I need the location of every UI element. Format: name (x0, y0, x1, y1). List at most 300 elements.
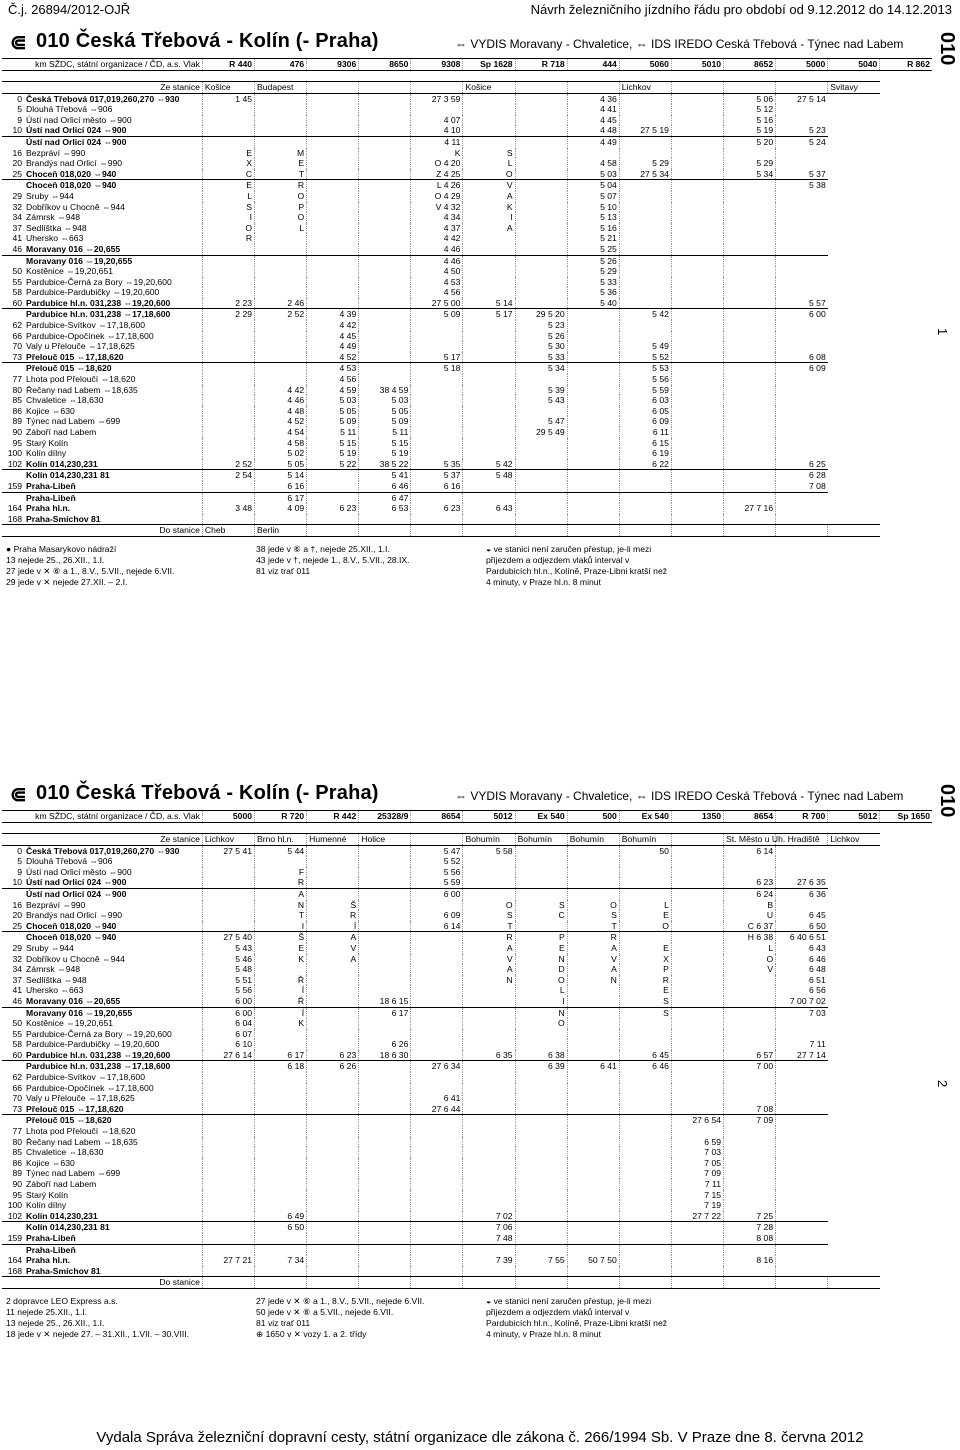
time-cell: 6 23 (724, 877, 776, 888)
time-cell (776, 223, 828, 234)
station-name: Praha-Libeň (24, 492, 202, 503)
km-value: 32 (12, 953, 23, 964)
time-cell (411, 1050, 463, 1061)
time-cell: 6 41 (411, 1093, 463, 1104)
station-row (2, 309, 932, 320)
time-cell: 6 14 (411, 921, 463, 932)
destination-station (202, 1277, 254, 1289)
time-cell (567, 406, 619, 417)
time-cell: 5 51 (202, 975, 254, 986)
footnote-column (6, 1296, 189, 1340)
station-row (2, 481, 932, 492)
time-cell: O (567, 900, 619, 911)
time-cell (776, 856, 828, 867)
time-cell (307, 964, 359, 975)
time-cell (359, 1083, 411, 1094)
time-cell (411, 1115, 463, 1126)
time-cell (411, 374, 463, 385)
destination-station (828, 525, 880, 537)
time-cell: 7 19 (671, 1200, 723, 1211)
km-value: 60 (12, 297, 23, 308)
time-cell (776, 1190, 828, 1201)
time-cell (359, 320, 411, 331)
time-cell (619, 277, 671, 288)
time-cell (671, 1039, 723, 1050)
station-row (2, 514, 932, 525)
time-cell (307, 1115, 359, 1126)
origin-station (515, 82, 567, 94)
time-cell: V (724, 964, 776, 975)
time-cell (359, 1190, 411, 1201)
time-cell (255, 115, 307, 126)
time-cell (567, 877, 619, 888)
time-cell (515, 1211, 567, 1222)
time-cell (567, 1168, 619, 1179)
km-value: 41 (12, 985, 23, 996)
time-cell (202, 104, 254, 115)
time-cell: 6 00 (776, 309, 828, 320)
time-cell (567, 1266, 619, 1277)
km-value (2, 932, 24, 943)
km-value (2, 136, 24, 147)
origin-station: Svitavy (828, 82, 880, 94)
time-cell (671, 374, 723, 385)
time-cell (463, 1104, 515, 1115)
time-cell (776, 341, 828, 352)
time-cell (567, 996, 619, 1007)
time-cell (463, 1018, 515, 1029)
time-cell (776, 900, 828, 911)
time-cell (515, 1072, 567, 1083)
time-cell: 5 44 (255, 845, 307, 856)
time-cell (724, 191, 776, 202)
station-row (2, 1029, 932, 1040)
time-cell (255, 1244, 307, 1255)
station-row (2, 136, 932, 147)
time-cell (671, 492, 723, 503)
time-cell: 6 23 (307, 503, 359, 514)
time-cell (255, 856, 307, 867)
station-name: Chvaletice ⇔18,630 (26, 395, 104, 406)
km-value: 9 (17, 114, 23, 125)
station-name: Kojice ⇔630 (26, 1157, 75, 1168)
time-cell: 6 50 (255, 1222, 307, 1233)
destination-station (359, 1277, 411, 1289)
km-value (2, 309, 24, 320)
time-cell (515, 438, 567, 449)
time-cell (463, 1007, 515, 1018)
time-cell: 7 28 (724, 1222, 776, 1233)
time-cell (671, 115, 723, 126)
station-name: Moravany 016 ⇔19,20,655 (24, 255, 202, 266)
route-title: 010 Česká Třebová - Kolín (- Praha) (36, 782, 379, 804)
time-cell: 27 5 34 (619, 169, 671, 180)
time-cell (463, 125, 515, 136)
destination-row (2, 525, 932, 537)
station-row (2, 427, 932, 438)
time-cell (411, 996, 463, 1007)
time-cell (307, 996, 359, 1007)
time-cell: 6 25 (776, 459, 828, 470)
time-cell (307, 1233, 359, 1244)
time-cell: 6 39 (515, 1061, 567, 1072)
time-cell (619, 255, 671, 266)
km-value: 58 (12, 1039, 23, 1050)
destination-station (671, 525, 723, 537)
time-cell: 5 43 (515, 395, 567, 406)
time-cell: 5 03 (567, 169, 619, 180)
time-cell (463, 1168, 515, 1179)
km-value: 90 (12, 1179, 23, 1189)
time-cell (307, 985, 359, 996)
time-cell (671, 427, 723, 438)
time-cell: 5 40 (567, 298, 619, 309)
time-cell (567, 1093, 619, 1104)
km-value: 16 (12, 899, 23, 910)
time-cell (202, 888, 254, 899)
time-cell (724, 1072, 776, 1083)
destination-station (515, 525, 567, 537)
time-cell (202, 492, 254, 503)
time-cell: Z 4 25 (411, 169, 463, 180)
time-cell (411, 1083, 463, 1094)
page-number: 1 (935, 328, 950, 336)
time-cell: 29 5 20 (515, 309, 567, 320)
time-cell: 7 48 (463, 1233, 515, 1244)
time-cell: 4 45 (567, 115, 619, 126)
time-cell (724, 395, 776, 406)
time-cell (619, 298, 671, 309)
page-number: 2 (935, 1080, 950, 1088)
time-cell (359, 363, 411, 374)
time-cell (411, 1147, 463, 1158)
time-cell (671, 125, 723, 136)
time-cell (776, 287, 828, 298)
km-value: 32 (12, 201, 23, 212)
station-name: Choceň 018,020 ⇔940 (26, 920, 117, 931)
station-row (2, 1168, 932, 1179)
time-cell (724, 266, 776, 277)
destination-station (671, 1277, 723, 1289)
station-row (2, 975, 932, 986)
time-cell (724, 1083, 776, 1094)
time-cell (255, 320, 307, 331)
time-cell: L (202, 191, 254, 202)
destination-row (2, 1277, 932, 1289)
destination-station (776, 1277, 828, 1289)
km-value: 60 (12, 1049, 23, 1060)
time-cell (359, 212, 411, 223)
document-title: Návrh železničního jízdního řádu pro období od 9.12.2012 do 14.12.2013 (530, 2, 952, 17)
time-cell: S (515, 900, 567, 911)
station-row (2, 244, 932, 255)
time-cell (255, 136, 307, 147)
time-cell (463, 331, 515, 342)
train-number-row (2, 811, 932, 823)
time-cell (567, 448, 619, 459)
time-cell (567, 856, 619, 867)
time-cell (411, 954, 463, 965)
footnotes (6, 1296, 946, 1356)
time-cell: 6 04 (202, 1018, 254, 1029)
destination-station (567, 1277, 619, 1289)
station-name: Přelouč 015 ⇔17,18,620 (26, 1103, 124, 1114)
time-cell (463, 1083, 515, 1094)
time-cell: 6 50 (776, 921, 828, 932)
station-name: Brandýs nad Orlicí ⇔990 (26, 158, 123, 169)
km-value: 86 (12, 1157, 23, 1168)
time-cell: V (463, 180, 515, 191)
time-cell (671, 1244, 723, 1255)
train-number: 500 (567, 811, 619, 823)
time-cell (307, 470, 359, 481)
station-row (2, 459, 932, 470)
time-cell (671, 888, 723, 899)
time-cell (411, 1266, 463, 1277)
route-info: ⇔ VYDIS Moravany - Chvaletice, ⇔ IDS IREDO Ceská Třebová - Týnec nad Labem (455, 37, 904, 51)
time-cell (359, 115, 411, 126)
time-cell (411, 932, 463, 943)
time-cell (724, 255, 776, 266)
origin-station: Bohumín (463, 834, 515, 846)
station-name: Praha-Libeň (24, 1244, 202, 1255)
time-cell: E (202, 148, 254, 159)
time-cell (567, 1222, 619, 1233)
km-value: 164 (7, 503, 23, 514)
time-cell: 29 5 49 (515, 427, 567, 438)
time-cell (515, 1233, 567, 1244)
time-cell (359, 352, 411, 363)
time-cell (724, 1039, 776, 1050)
time-cell: 6 45 (776, 910, 828, 921)
km-value: 164 (7, 1255, 23, 1266)
time-cell (359, 932, 411, 943)
station-row (2, 158, 932, 169)
time-cell (202, 363, 254, 374)
time-cell (307, 223, 359, 234)
time-cell (515, 845, 567, 856)
time-cell (619, 212, 671, 223)
time-cell: K (255, 1018, 307, 1029)
time-cell: O (463, 169, 515, 180)
footnote: 4 minuty, v Praze hl.n. 8 minut (486, 1329, 601, 1339)
footnote: 38 jede v ⑥ a †, nejede 25.XII., 1.I. (256, 544, 390, 554)
time-cell: 7 55 (515, 1255, 567, 1266)
time-cell (411, 514, 463, 525)
footnote: 4 minuty, v Praze hl.n. 8 minut (486, 577, 601, 587)
time-cell (359, 1222, 411, 1233)
station-row (2, 1093, 932, 1104)
destination-station (307, 525, 359, 537)
km-value: 95 (12, 1189, 23, 1200)
time-cell (619, 1039, 671, 1050)
time-cell: 4 42 (307, 320, 359, 331)
km-value: 62 (12, 1072, 23, 1083)
time-cell (359, 1137, 411, 1148)
time-cell (671, 1050, 723, 1061)
time-cell (202, 1137, 254, 1148)
time-cell: 5 49 (619, 341, 671, 352)
time-cell (463, 266, 515, 277)
km-value (2, 1244, 24, 1255)
km-value: 50 (12, 266, 23, 277)
time-cell (463, 514, 515, 525)
time-cell: 4 48 (255, 406, 307, 417)
time-cell (307, 233, 359, 244)
time-cell (671, 1072, 723, 1083)
time-cell (567, 1083, 619, 1094)
station-name: Kostěnice ⇔19,20,651 (26, 1018, 113, 1029)
time-cell: 5 03 (359, 395, 411, 406)
time-cell (776, 233, 828, 244)
station-row (2, 1233, 932, 1244)
time-cell (307, 148, 359, 159)
footnote: Pardubicích hl.n., Kolíně, Praze-Libni kratší než (486, 566, 668, 576)
time-cell (255, 277, 307, 288)
time-cell (359, 867, 411, 878)
station-name: Pardubice-Pardubičky ⇔19,20,600 (26, 1039, 160, 1050)
station-name: Zámrsk ⇔948 (26, 964, 81, 975)
station-name: Bezpráví ⇔990 (26, 899, 86, 910)
time-cell: 5 17 (463, 309, 515, 320)
time-cell (724, 223, 776, 234)
train-number: R 718 (515, 59, 567, 71)
time-cell (359, 1093, 411, 1104)
footnote: 27 jede v ✕ ⑥ a 1., 8.V., 5.VII., nejede 6.VII. (256, 1296, 425, 1306)
time-cell (776, 1168, 828, 1179)
time-cell (776, 438, 828, 449)
km-value: 73 (12, 351, 23, 362)
time-cell (619, 136, 671, 147)
footnote: ● Praha Masarykovo nádraží (6, 544, 117, 554)
station-row (2, 932, 932, 943)
km-value: 73 (12, 1103, 23, 1114)
time-cell (307, 1179, 359, 1190)
time-cell (567, 470, 619, 481)
km-value (2, 255, 24, 266)
time-cell: 6 40 6 51 (776, 932, 828, 943)
time-cell: 5 34 (724, 169, 776, 180)
time-cell (463, 320, 515, 331)
train-number: R 440 (202, 59, 254, 71)
time-cell: 6 07 (202, 1029, 254, 1040)
time-cell (255, 1266, 307, 1277)
train-number: 8654 (724, 811, 776, 823)
time-cell: L (515, 985, 567, 996)
time-cell: 5 07 (567, 191, 619, 202)
station-name: Pardubice-Opočínek ⇔17,18,600 (26, 1082, 154, 1093)
time-cell (776, 1029, 828, 1040)
time-cell: 7 02 (463, 1211, 515, 1222)
time-cell (359, 233, 411, 244)
time-cell: Š (307, 900, 359, 911)
time-cell: 7 03 (776, 1007, 828, 1018)
time-cell (255, 233, 307, 244)
time-cell (255, 1072, 307, 1083)
time-cell: 27 3 59 (411, 93, 463, 104)
time-cell (724, 492, 776, 503)
time-cell (515, 1115, 567, 1126)
time-cell: C (202, 169, 254, 180)
time-cell (202, 481, 254, 492)
time-cell (202, 277, 254, 288)
time-cell: 7 00 (724, 1061, 776, 1072)
time-cell (359, 943, 411, 954)
time-cell (671, 385, 723, 396)
time-cell (359, 964, 411, 975)
time-cell: V (307, 943, 359, 954)
time-cell (619, 180, 671, 191)
time-cell: 7 25 (724, 1211, 776, 1222)
time-cell (463, 1147, 515, 1158)
time-cell (202, 514, 254, 525)
time-cell: 2 23 (202, 298, 254, 309)
time-cell: 5 19 (307, 448, 359, 459)
time-cell: 50 (619, 845, 671, 856)
time-cell: R (567, 932, 619, 943)
km-value: 10 (12, 125, 23, 136)
time-cell (619, 1244, 671, 1255)
time-cell: 6 46 (619, 1061, 671, 1072)
time-cell (515, 223, 567, 234)
time-cell: L (463, 158, 515, 169)
time-cell (307, 266, 359, 277)
time-cell (255, 352, 307, 363)
time-cell: N (515, 1007, 567, 1018)
station-row (2, 1255, 932, 1266)
time-cell (724, 975, 776, 986)
time-cell: 5 03 (307, 395, 359, 406)
time-cell (359, 1168, 411, 1179)
time-cell (463, 406, 515, 417)
time-cell (255, 1168, 307, 1179)
time-cell: 6 36 (776, 888, 828, 899)
time-cell (202, 1190, 254, 1201)
time-cell: N (515, 954, 567, 965)
time-cell (202, 1211, 254, 1222)
time-cell: R (255, 180, 307, 191)
time-cell (202, 1158, 254, 1169)
time-cell: 5 21 (567, 233, 619, 244)
station-row (2, 888, 932, 899)
station-row (2, 255, 932, 266)
km-value (2, 1222, 24, 1233)
time-cell (515, 125, 567, 136)
time-cell (567, 481, 619, 492)
time-cell: K (463, 202, 515, 213)
time-cell (515, 1200, 567, 1211)
time-cell (307, 277, 359, 288)
time-cell (359, 1266, 411, 1277)
time-cell (515, 212, 567, 223)
station-name: Kolín 014,230,231 (26, 458, 98, 469)
station-row (2, 438, 932, 449)
station-row (2, 900, 932, 911)
time-cell: 27 7 14 (776, 1050, 828, 1061)
time-cell (255, 964, 307, 975)
train-number: R 720 (255, 811, 307, 823)
time-cell (671, 158, 723, 169)
time-cell (202, 900, 254, 911)
station-row (2, 1244, 932, 1255)
time-cell: N (255, 900, 307, 911)
time-cell (515, 1266, 567, 1277)
time-cell: 27 5 19 (619, 125, 671, 136)
time-cell (359, 223, 411, 234)
time-cell (671, 104, 723, 115)
train-number: 8650 (359, 59, 411, 71)
time-cell (359, 277, 411, 288)
